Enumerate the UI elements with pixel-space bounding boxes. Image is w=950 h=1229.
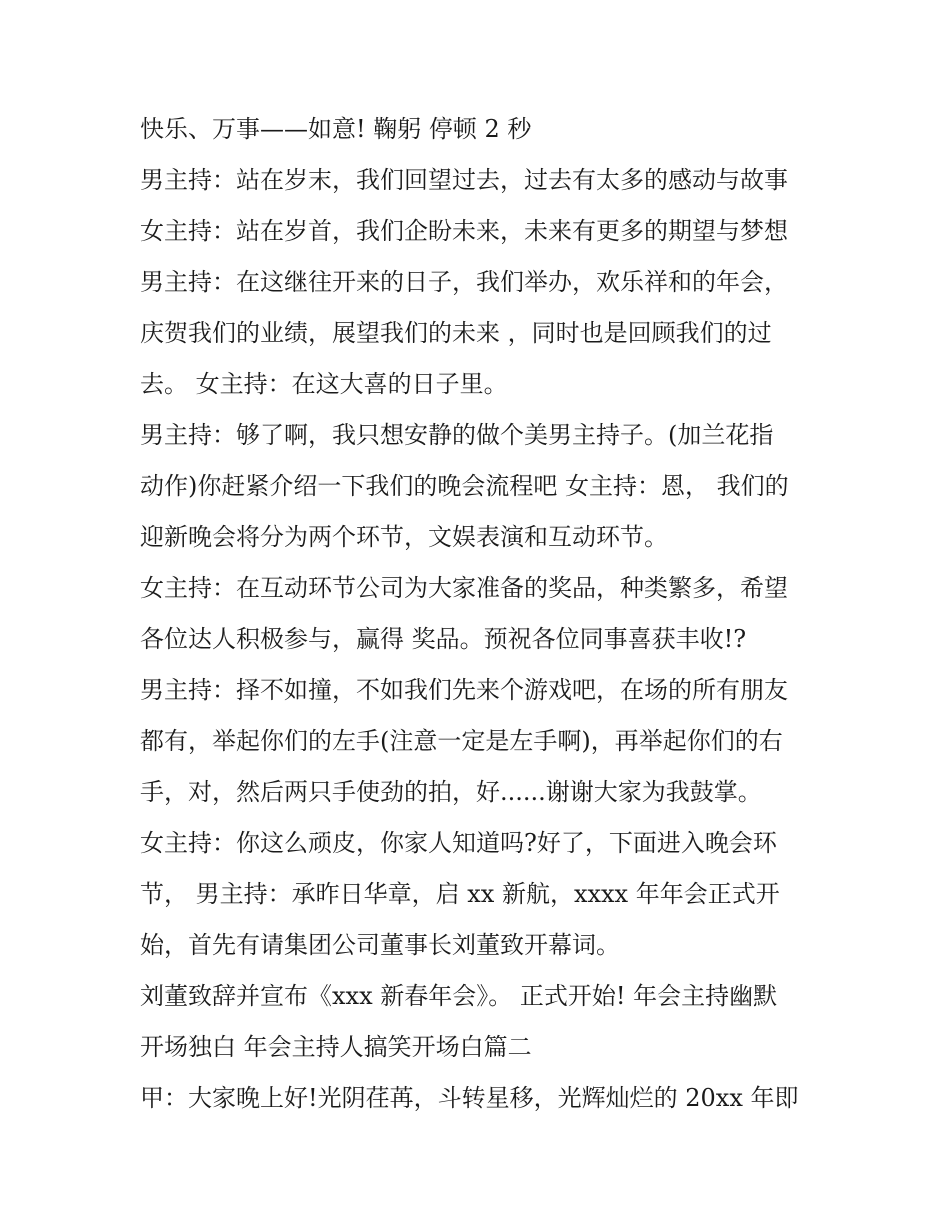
text-line: 女主持：在互动环节公司为大家准备的奖品，种类繁多，希望 — [140, 574, 788, 602]
text-line: 各位达人积极参与，赢得 奖品。预祝各位同事喜获丰收!? — [140, 625, 747, 653]
text-line: 男主持：够了啊，我只想安静的做个美男主持子。(加兰花指 — [140, 421, 774, 449]
text-line: 甲：大家晚上好!光阴荏苒，斗转星移，光辉灿烂的 20xx 年即 — [140, 1084, 799, 1112]
text-line: 动作)你赶紧介绍一下我们的晚会流程吧 女主持：恩， 我们的 — [140, 472, 789, 500]
text-line: 女主持：站在岁首，我们企盼未来，未来有更多的期望与梦想 — [140, 217, 788, 245]
text-line: 始，首先有请集团公司董事长刘董致开幕词。 — [140, 931, 620, 959]
text-line: 都有，举起你们的左手(注意一定是左手啊)，再举起你们的右 — [140, 727, 783, 755]
text-line: 快乐、万事——如意! 鞠躬 停顿 2 秒 — [140, 115, 532, 143]
text-line: 女主持：你这么顽皮，你家人知道吗?好了，下面进入晚会环 — [140, 829, 777, 857]
text-line: 开场独白 年会主持人搞笑开场白篇二 — [140, 1033, 532, 1061]
text-line: 刘董致辞并宣布《xxx 新春年会》。 正式开始! 年会主持幽默 — [140, 982, 778, 1010]
text-line: 男主持：站在岁末，我们回望过去，过去有太多的感动与故事 — [140, 166, 788, 194]
text-line: 庆贺我们的业绩，展望我们的未来 ，同时也是回顾我们的过 — [140, 319, 772, 347]
text-line: 男主持：择不如撞，不如我们先来个游戏吧，在场的所有朋友 — [140, 676, 788, 704]
text-line: 去。 女主持：在这大喜的日子里。 — [140, 370, 508, 398]
text-line: 节， 男主持：承昨日华章，启 xx 新航，xxxx 年年会正式开 — [140, 880, 780, 908]
document-body — [140, 108, 820, 1128]
text-line: 迎新晚会将分为两个环节，文娱表演和互动环节。 — [140, 523, 668, 551]
text-line: 男主持：在这继往开来的日子，我们举办，欢乐祥和的年会， — [140, 268, 788, 296]
text-line: 手，对，然后两只手使劲的拍，好......谢谢大家为我鼓掌。 — [140, 778, 762, 806]
